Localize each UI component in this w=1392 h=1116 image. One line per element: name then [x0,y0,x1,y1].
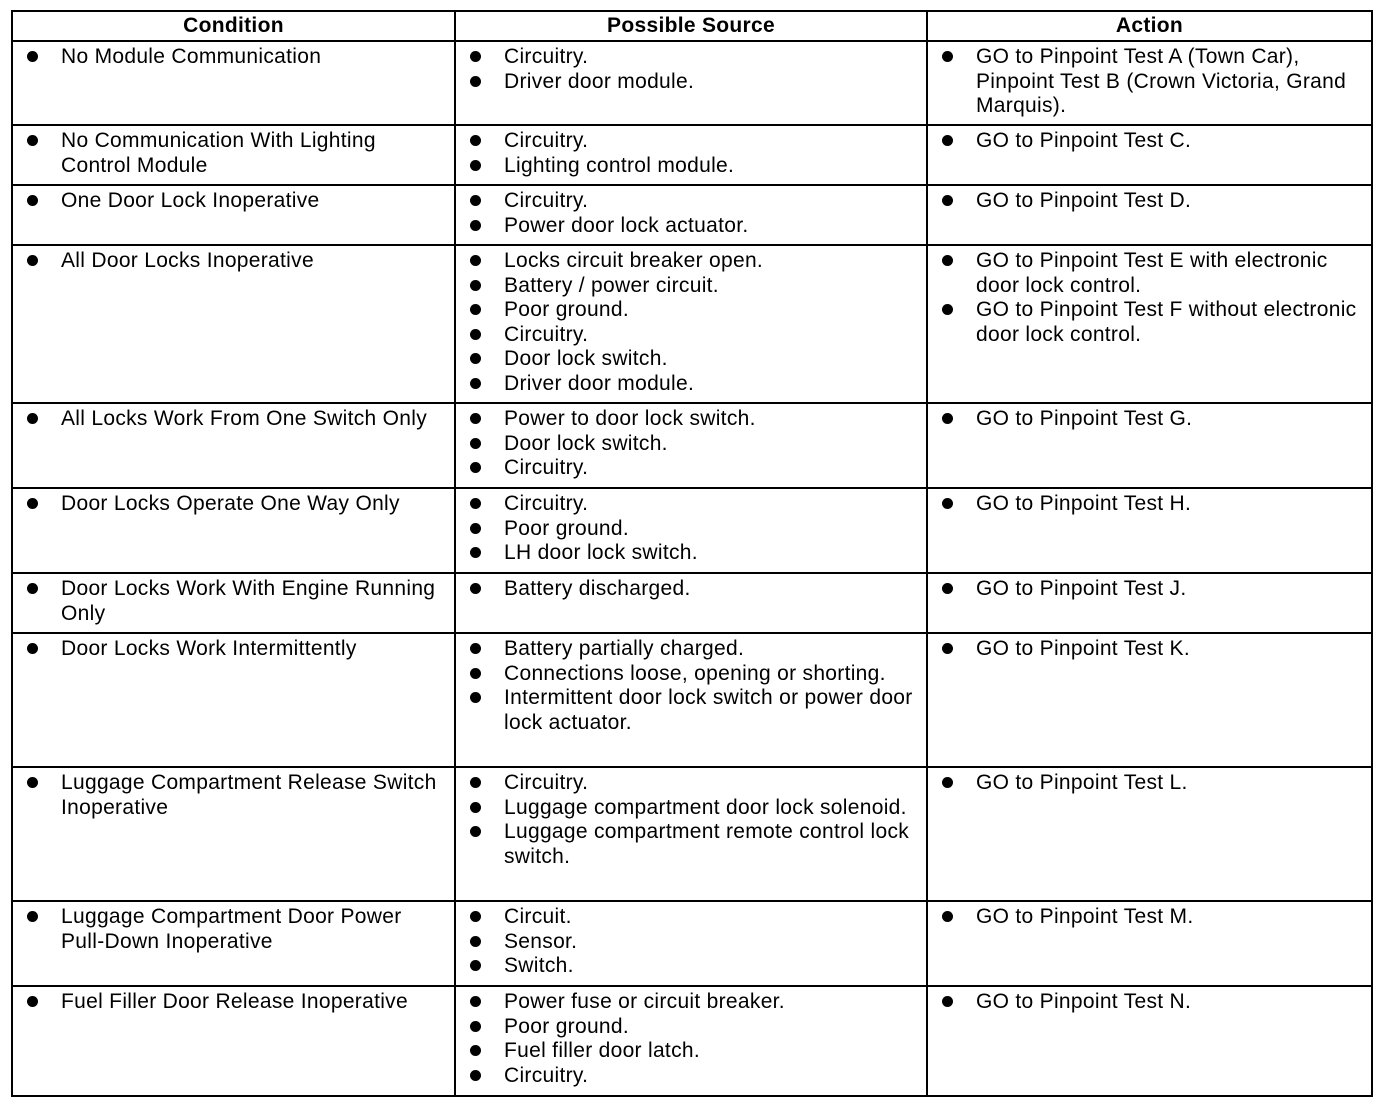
condition-cell-list [21,771,446,820]
action-cell-list [936,577,1363,602]
list-item [21,492,446,517]
action-cell [927,901,1372,986]
list-item [21,577,446,626]
source-cell [455,901,927,986]
source-cell-text: Fuel filler door latch. [504,1039,700,1062]
bullet-icon [470,1070,481,1081]
source-cell [455,767,927,901]
condition-cell-list [21,905,446,954]
bullet-icon [470,413,481,424]
condition-cell-list [21,249,446,274]
list-item [936,298,1363,347]
list-item [464,905,918,930]
table-row [12,403,1372,488]
action-cell-list [936,189,1363,214]
bullet-icon [470,826,481,837]
source-cell-text: Power fuse or circuit breaker. [504,990,785,1013]
source-cell-list [464,905,918,979]
action-cell [927,185,1372,245]
condition-cell-text: All Locks Work From One Switch Only [61,407,428,430]
list-item [464,796,918,821]
list-item [936,189,1363,214]
condition-cell-text: All Door Locks Inoperative [61,249,314,272]
list-item [464,347,918,372]
bullet-icon [470,911,481,922]
list-item [936,905,1363,930]
condition-cell-list [21,45,446,70]
list-item [21,771,446,820]
action-cell [927,633,1372,767]
condition-cell [12,41,455,125]
source-cell-text: Poor ground. [504,298,630,321]
bullet-icon [470,777,481,788]
source-cell-text: Circuit. [504,905,572,928]
table-row [12,633,1372,767]
source-cell-text: Luggage compartment remote control lock switch. [504,820,910,868]
source-cell-text: Circuitry. [504,456,589,479]
bullet-icon [470,304,481,315]
bullet-icon [470,1045,481,1056]
bullet-icon [470,643,481,654]
condition-cell-list [21,990,446,1015]
source-cell-text: Lighting control module. [504,153,735,177]
source-cell [455,125,927,185]
source-cell-list [464,492,918,566]
source-cell-list [464,990,918,1088]
list-item [464,456,918,481]
source-cell-text: Circuitry. [504,189,589,212]
bullet-icon [470,378,481,389]
list-item [464,686,918,735]
bullet-icon [470,160,481,171]
source-cell-list [464,771,918,869]
action-cell [927,986,1372,1096]
condition-cell-list [21,637,446,662]
source-cell-text: Locks circuit breaker open. [504,249,764,272]
list-item [464,432,918,457]
list-item [464,541,918,566]
table-row [12,901,1372,986]
header-possible-source: Possible Source [455,11,927,41]
list-item [464,954,918,979]
list-item [464,577,918,602]
condition-cell [12,901,455,986]
source-cell-text: Circuitry. [504,771,589,794]
source-cell-text: Door lock switch. [504,431,668,455]
bullet-icon [27,583,38,594]
source-cell-text: Circuitry. [504,1063,589,1087]
source-cell [455,986,927,1096]
list-item [936,577,1363,602]
bullet-icon [942,255,953,266]
list-item [21,249,446,274]
bullet-icon [470,668,481,679]
condition-cell-list [21,189,446,214]
bullet-icon [470,255,481,266]
bullet-icon [942,135,953,146]
bullet-icon [942,911,953,922]
source-cell-list [464,249,918,396]
source-cell-list [464,129,918,178]
bullet-icon [470,936,481,947]
source-cell-list [464,637,918,735]
list-item [464,323,918,348]
source-cell-text: Circuitry. [504,45,589,68]
list-item [464,517,918,542]
bullet-icon [27,498,38,509]
bullet-icon [27,911,38,922]
condition-cell [12,403,455,488]
source-cell-list [464,45,918,94]
condition-cell-text: Luggage Compartment Door Power Pull-Down Inoperative [61,905,402,953]
source-cell-text: Connections loose, opening or shorting. [504,661,886,685]
list-item [464,214,918,239]
bullet-icon [470,329,481,340]
condition-cell-text: Door Locks Work With Engine Running Only [61,577,436,625]
source-cell-list [464,407,918,481]
list-item [936,249,1363,298]
list-item [464,298,918,323]
list-item [21,45,446,70]
bullet-icon [27,135,38,146]
source-cell-text: Driver door module. [504,371,695,395]
table-row [12,245,1372,403]
list-item [936,637,1363,662]
bullet-icon [470,51,481,62]
action-cell-text: GO to Pinpoint Test H. [976,492,1192,515]
bullet-icon [470,353,481,364]
bullet-icon [470,692,481,703]
action-cell-list [936,637,1363,662]
condition-cell-text: Door Locks Work Intermittently [61,637,357,660]
condition-cell-list [21,407,446,432]
table-row [12,125,1372,185]
list-item [464,771,918,796]
header-row [12,11,1372,41]
list-item [21,129,446,178]
source-cell-text: LH door lock switch. [504,541,698,564]
source-cell-text: Intermittent door lock switch or power door lock actuator. [504,686,913,734]
bullet-icon [470,498,481,509]
bullet-icon [470,960,481,971]
action-cell-list [936,990,1363,1015]
list-item [936,990,1363,1015]
action-cell [927,767,1372,901]
table-body [12,41,1372,1096]
bullet-icon [942,413,953,424]
table-row [12,767,1372,901]
condition-cell-list [21,129,446,178]
list-item [464,45,918,70]
action-cell-list [936,905,1363,930]
condition-cell [12,767,455,901]
condition-cell [12,573,455,633]
action-cell [927,403,1372,488]
condition-cell [12,185,455,245]
condition-cell-text: Fuel Filler Door Release Inoperative [61,990,408,1013]
list-item [21,637,446,662]
list-item [464,1064,918,1089]
list-item [464,189,918,214]
bullet-icon [27,255,38,266]
source-cell [455,488,927,573]
bullet-icon [470,996,481,1007]
bullet-icon [470,802,481,813]
source-cell [455,633,927,767]
list-item [464,1039,918,1064]
condition-cell [12,633,455,767]
bullet-icon [470,76,481,87]
action-cell-text: GO to Pinpoint Test J. [976,577,1187,600]
source-cell [455,403,927,488]
action-cell [927,488,1372,573]
bullet-icon [470,523,481,534]
list-item [464,990,918,1015]
source-cell [455,573,927,633]
source-cell-text: Power to door lock switch. [504,407,756,430]
source-cell-text: Circuitry. [504,129,589,152]
list-item [464,274,918,299]
action-cell-list [936,771,1363,796]
source-cell-text: Battery discharged. [504,577,691,600]
table-row [12,986,1372,1096]
bullet-icon [942,643,953,654]
list-item [936,492,1363,517]
action-cell-text: GO to Pinpoint Test N. [976,990,1192,1013]
condition-cell [12,488,455,573]
list-item [936,129,1363,154]
source-cell-text: Door lock switch. [504,347,668,370]
action-cell-text: GO to Pinpoint Test E with electronic door lock control. [976,249,1328,297]
bullet-icon [942,583,953,594]
bullet-icon [942,777,953,788]
source-cell-text: Power door lock actuator. [504,213,749,237]
source-cell [455,185,927,245]
condition-cell-text: No Communication With Lighting Control Module [61,129,376,177]
condition-cell [12,245,455,403]
condition-cell-text: Door Locks Operate One Way Only [61,492,400,515]
bullet-icon [942,996,953,1007]
source-cell-text: Sensor. [504,929,578,953]
list-item [464,70,918,95]
action-cell [927,125,1372,185]
condition-cell-text: Luggage Compartment Release Switch Inoperative [61,771,437,819]
action-cell [927,245,1372,403]
action-cell-text: GO to Pinpoint Test C. [976,129,1192,152]
source-cell-text: Poor ground. [504,1014,630,1038]
bullet-icon [27,413,38,424]
source-cell-text: Driver door module. [504,69,695,93]
condition-cell [12,125,455,185]
list-item [464,1015,918,1040]
bullet-icon [27,996,38,1007]
condition-cell-list [21,577,446,626]
source-cell [455,245,927,403]
list-item [21,990,446,1015]
bullet-icon [470,280,481,291]
list-item [464,637,918,662]
bullet-icon [27,195,38,206]
source-cell-text: Switch. [504,954,574,977]
bullet-icon [470,195,481,206]
list-item [21,189,446,214]
header-action: Action [927,11,1372,41]
source-cell-text: Poor ground. [504,516,630,540]
table-row [12,41,1372,125]
source-cell-list [464,577,918,602]
table-row [12,573,1372,633]
bullet-icon [942,304,953,315]
list-item [464,492,918,517]
action-cell [927,573,1372,633]
action-cell-text: GO to Pinpoint Test M. [976,905,1194,928]
condition-cell-text: No Module Communication [61,45,322,68]
condition-cell [12,986,455,1096]
diagnosis-chart [11,10,1371,1097]
bullet-icon [470,135,481,146]
list-item [936,407,1363,432]
list-item [464,129,918,154]
bullet-icon [470,220,481,231]
list-item [936,45,1363,119]
action-cell-list [936,129,1363,154]
bullet-icon [470,1021,481,1032]
list-item [464,249,918,274]
list-item [464,154,918,179]
list-item [464,662,918,687]
list-item [936,771,1363,796]
bullet-icon [470,462,481,473]
bullet-icon [27,51,38,62]
bullet-icon [942,51,953,62]
action-cell-text: GO to Pinpoint Test F without electronic door lock control. [976,298,1357,346]
table-row [12,185,1372,245]
source-cell-text: Luggage compartment door lock solenoid. [504,795,907,819]
source-cell-text: Circuitry. [504,492,589,515]
action-cell-text: GO to Pinpoint Test D. [976,189,1192,212]
bullet-icon [470,583,481,594]
list-item [464,930,918,955]
list-item [21,407,446,432]
bullet-icon [27,643,38,654]
source-cell [455,41,927,125]
source-cell-list [464,189,918,238]
bullet-icon [27,777,38,788]
list-item [464,820,918,869]
condition-cell-list [21,492,446,517]
list-item [464,407,918,432]
bullet-icon [470,438,481,449]
symptom-table [11,10,1373,1097]
bullet-icon [942,195,953,206]
action-cell-list [936,407,1363,432]
action-cell-text: GO to Pinpoint Test L. [976,771,1188,794]
source-cell-text: Battery partially charged. [504,637,745,660]
list-item [464,372,918,397]
action-cell-text: GO to Pinpoint Test G. [976,407,1193,430]
action-cell [927,41,1372,125]
action-cell-list [936,249,1363,347]
action-cell-list [936,45,1363,119]
bullet-icon [470,547,481,558]
table-row [12,488,1372,573]
source-cell-text: Circuitry. [504,322,589,346]
action-cell-list [936,492,1363,517]
source-cell-text: Battery / power circuit. [504,273,719,297]
action-cell-text: GO to Pinpoint Test K. [976,637,1190,660]
bullet-icon [942,498,953,509]
header-condition: Condition [12,11,455,41]
condition-cell-text: One Door Lock Inoperative [61,189,320,212]
list-item [21,905,446,954]
action-cell-text: GO to Pinpoint Test A (Town Car), Pinpoint Test B (Crown Victoria, Grand Marquis). [976,45,1347,117]
